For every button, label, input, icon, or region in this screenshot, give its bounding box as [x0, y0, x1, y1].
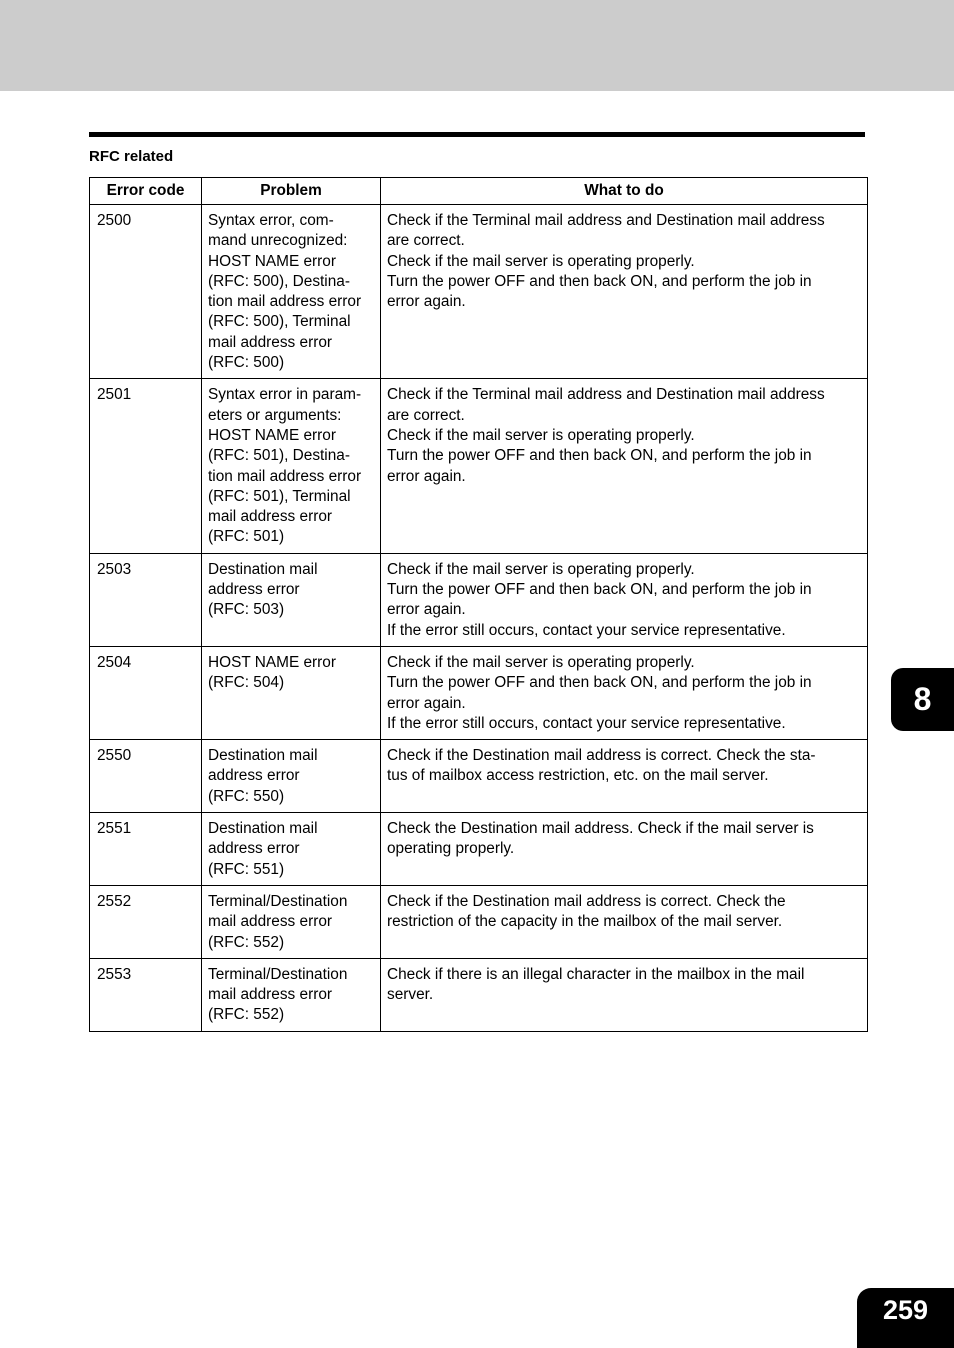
what-to-do-cell: Check if the mail server is operating properly. Turn the power OFF and then back ON, and perform the job in error again. If the error still occurs, contact your service representative.: [381, 646, 868, 739]
problem-cell: Destination mail address error (RFC: 550): [202, 740, 381, 813]
problem-cell: Destination mail address error (RFC: 551): [202, 813, 381, 886]
error-code-cell: 2503: [90, 553, 202, 646]
what-to-do-cell: Check if there is an illegal character in the mailbox in the mail server.: [381, 958, 868, 1031]
error-code-cell: 2500: [90, 205, 202, 379]
table-row: [90, 553, 868, 646]
problem-cell: Syntax error, com- mand unrecognized: HOST NAME error (RFC: 500), Destina- tion mail address error (RFC: 500), Terminal mail address error (RFC: 500): [202, 205, 381, 379]
table-row: [90, 813, 868, 886]
what-to-do-cell: Check if the mail server is operating properly. Turn the power OFF and then back ON, and perform the job in error again. If the error still occurs, contact your service representative.: [381, 553, 868, 646]
section-rule: [89, 132, 865, 137]
header-error-code: Error code: [90, 178, 202, 205]
problem-cell: Terminal/Destination mail address error (RFC: 552): [202, 885, 381, 958]
page-number: 259: [857, 1288, 954, 1348]
error-code-cell: 2501: [90, 379, 202, 553]
table-row: [90, 885, 868, 958]
section-title: RFC related: [89, 148, 174, 165]
header-band: [0, 0, 954, 91]
problem-cell: Terminal/Destination mail address error (RFC: 552): [202, 958, 381, 1031]
what-to-do-cell: Check if the Destination mail address is correct. Check the restriction of the capacity in the mailbox of the mail server.: [381, 885, 868, 958]
table-row: [90, 205, 868, 379]
error-code-cell: 2553: [90, 958, 202, 1031]
error-code-cell: 2552: [90, 885, 202, 958]
table-row: [90, 646, 868, 739]
table-row: [90, 740, 868, 813]
what-to-do-cell: Check the Destination mail address. Check if the mail server is operating properly.: [381, 813, 868, 886]
problem-cell: Destination mail address error (RFC: 503): [202, 553, 381, 646]
table-row: [90, 958, 868, 1031]
problem-cell: HOST NAME error (RFC: 504): [202, 646, 381, 739]
header-what-to-do: What to do: [381, 178, 868, 205]
error-code-cell: 2504: [90, 646, 202, 739]
what-to-do-cell: Check if the Destination mail address is correct. Check the sta- tus of mailbox access restriction, etc. on the mail server.: [381, 740, 868, 813]
header-problem: Problem: [202, 178, 381, 205]
table-row: [90, 379, 868, 553]
error-code-table: [89, 177, 868, 1032]
chapter-tab: 8: [891, 668, 954, 731]
problem-cell: Syntax error in param- eters or arguments: HOST NAME error (RFC: 501), Destina- tion mail address error (RFC: 501), Terminal mail address error (RFC: 501): [202, 379, 381, 553]
error-code-cell: 2551: [90, 813, 202, 886]
what-to-do-cell: Check if the Terminal mail address and Destination mail address are correct. Check if the mail server is operating properly. Turn the power OFF and then back ON, and perform the job in error again.: [381, 379, 868, 553]
what-to-do-cell: Check if the Terminal mail address and Destination mail address are correct. Check if the mail server is operating properly. Turn the power OFF and then back ON, and perform the job in error again.: [381, 205, 868, 379]
error-code-cell: 2550: [90, 740, 202, 813]
table-header-row: [90, 178, 868, 205]
